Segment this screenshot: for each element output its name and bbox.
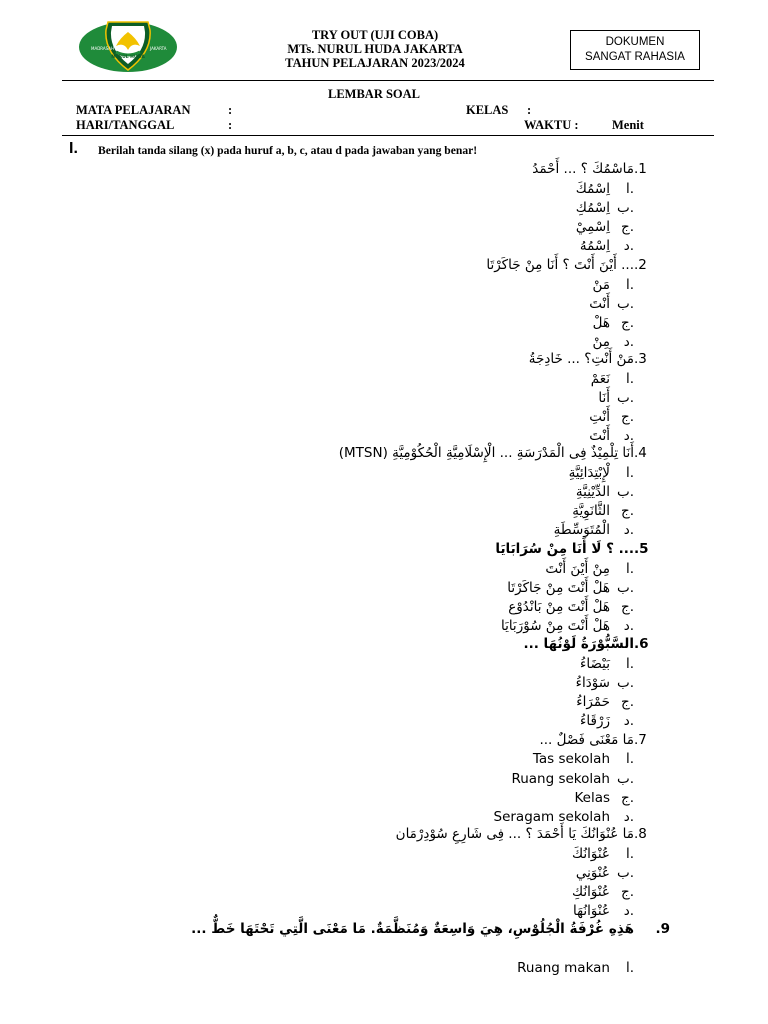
answer-option <box>507 579 634 597</box>
class-colon: : <box>527 103 532 117</box>
answer-option <box>501 617 634 635</box>
answer-option <box>580 237 634 255</box>
option-letter: .ا <box>625 656 634 672</box>
confidential-line-2: SANGAT RAHASIA <box>585 51 685 63</box>
date-label: HARI/TANGGAL <box>76 118 175 132</box>
option-letter: .ا <box>625 561 634 577</box>
option-text: أَنْتِ <box>589 409 610 425</box>
answer-option <box>592 276 634 294</box>
logo-text: NURUL HUDA <box>111 55 145 60</box>
option-text: Seragam sekolah <box>493 809 610 825</box>
answer-option <box>576 674 634 692</box>
option-letter: .ج <box>620 503 634 519</box>
time-unit: Menit <box>612 118 644 132</box>
option-text: هَلْ <box>592 315 610 331</box>
answer-option <box>598 389 634 407</box>
option-text: هَلْ أَنْتَ مِنْ سُوْرَبَايَا <box>500 618 610 634</box>
option-text: هَلْ أَنْتَ مِنْ بَانْدُوْع <box>508 599 610 615</box>
answer-option <box>569 464 634 482</box>
answer-option <box>591 370 634 388</box>
sheet-title: LEMBAR SOAL <box>327 87 421 101</box>
answer-option <box>572 502 634 520</box>
option-letter: .د <box>623 713 634 729</box>
option-text: بَيْضَاءُ <box>580 656 610 672</box>
question-text: ... أَيْنَ أَنْتَ ؟ أَنَا مِنْ جَاكَرْتَا <box>486 257 634 273</box>
option-letter: .ج <box>620 219 634 235</box>
answer-option <box>576 483 634 501</box>
question-number: .5 <box>634 541 649 557</box>
option-letter: .ج <box>620 790 634 806</box>
option-text: عُنْوَانُكَ <box>572 846 610 862</box>
option-text: الثَّانَوِيَّةِ <box>572 503 610 519</box>
question-7 <box>539 731 670 749</box>
school-name: MTs. NURUL HUDA JAKARTA <box>287 42 463 56</box>
question-4 <box>339 444 670 462</box>
option-letter: .د <box>623 618 634 634</box>
option-text: لْإِبْتِدَائِيَّةِ <box>568 465 610 481</box>
confidential-line-1: DOKUMEN <box>605 36 665 48</box>
answer-option <box>574 789 634 807</box>
answer-option <box>554 521 634 539</box>
answer-option <box>580 655 634 673</box>
exam-header <box>240 28 510 70</box>
question-number: .7 <box>634 732 647 748</box>
option-letter: .ا <box>625 960 634 976</box>
option-text: اِسْمُهُ <box>579 238 610 254</box>
logo-side-text-left: MADRASAH <box>91 46 114 51</box>
option-letter: .ب <box>616 200 634 216</box>
option-letter: .ب <box>616 484 634 500</box>
confidential-box <box>570 30 700 70</box>
answer-option <box>576 864 634 882</box>
exam-title: TRY OUT (UJI COBA) <box>311 28 439 42</box>
question-text: أَنَا تِلْمِيْذٌ فِى الْمَدْرَسَةِ ... الْإِسْلَامِيَّةِ الْحُكُوْمِيَّةِ (MTSN) <box>338 445 634 461</box>
question-number: .4 <box>634 445 647 461</box>
question-number: .2 <box>634 257 647 273</box>
question-text: مَاسْمُكَ ؟ ... أَحْمَدُ <box>532 161 634 177</box>
option-text: عُنْوَانُهَا <box>573 903 610 919</box>
option-letter: .د <box>623 334 634 350</box>
option-text: عُنْوَانُكِ <box>572 884 610 900</box>
option-letter: .ا <box>625 465 634 481</box>
option-text: Tas sekolah <box>532 751 610 767</box>
option-text: الْمُتَوَسِّطَةِ <box>553 522 610 538</box>
option-letter: .ب <box>616 675 634 691</box>
option-letter: .ا <box>625 181 634 197</box>
option-letter: .ا <box>625 751 634 767</box>
question-6 <box>523 635 670 653</box>
option-text: مِنْ أَيْنَ أَنْتَ <box>545 561 610 577</box>
subject-colon: : <box>228 103 233 117</box>
option-letter: .ج <box>620 599 634 615</box>
question-text: هَذِهِ غُرْفَةُ الْجُلُوْسِ، هِيَ وَاسِعَةٌ وَمُنَظَّمَةٌ. مَا مَعْنَى الَّتِي تَحْتَهَا خَطٌّ ... <box>191 921 634 937</box>
option-text: Ruang makan <box>517 960 610 976</box>
option-text: عُنْوَنِي <box>575 865 610 881</box>
question-5 <box>495 540 670 558</box>
question-9 <box>72 921 670 938</box>
question-text: مَا عُنْوَانُكَ يَا أَحْمَدَ ؟ ... فِى شَارِعِ سُوْدِرْمَان <box>395 826 634 842</box>
question-number: .9 <box>655 921 670 937</box>
section-number: I. <box>69 140 78 157</box>
option-letter: .ب <box>616 865 634 881</box>
question-text: ... ؟ لَا أَنَا مِنْ سُرَابَايَا <box>495 541 634 557</box>
answer-option <box>572 883 634 901</box>
answer-option <box>592 333 634 351</box>
question-1 <box>532 160 670 178</box>
option-letter: .ب <box>616 390 634 406</box>
answer-option <box>494 808 635 826</box>
option-letter: .د <box>623 903 634 919</box>
option-letter: .د <box>623 428 634 444</box>
school-logo <box>78 16 178 78</box>
answer-option <box>576 199 634 217</box>
answer-option <box>572 845 634 863</box>
meta-divider <box>62 135 714 136</box>
option-text: مِنْ <box>592 334 610 350</box>
option-letter: .ا <box>625 371 634 387</box>
subject-label: MATA PELAJARAN <box>76 103 191 117</box>
option-text: اِسْمُكِ <box>575 200 610 216</box>
option-letter: .ج <box>620 315 634 331</box>
option-letter: .د <box>623 522 634 538</box>
option-text: Ruang sekolah <box>511 771 610 787</box>
option-letter: .ج <box>620 884 634 900</box>
option-letter: .ا <box>625 846 634 862</box>
answer-option <box>576 218 634 236</box>
class-label: KELAS <box>466 103 509 117</box>
answer-option <box>589 295 634 313</box>
question-number: .3 <box>634 351 647 367</box>
option-letter: .ج <box>620 694 634 710</box>
question-number: .6 <box>634 636 649 652</box>
option-text: الدِّيْنِيَّةِ <box>575 484 610 500</box>
option-text: زَرْقَاءُ <box>580 713 610 729</box>
answer-option <box>573 902 634 920</box>
option-letter: .د <box>623 809 634 825</box>
option-text: هَلْ أَنْتَ مِنْ جَاكَرْتَا <box>507 580 610 596</box>
answer-option <box>517 959 634 977</box>
option-letter: .د <box>623 238 634 254</box>
answer-option <box>589 408 634 426</box>
question-text: مَنْ أَنْتِ؟ ... خَادِجَةُ <box>528 351 634 367</box>
option-text: أَنَا <box>598 390 610 406</box>
date-colon: : <box>228 118 233 132</box>
option-text: حَمْرَاءُ <box>576 694 610 710</box>
question-2 <box>486 256 670 274</box>
option-text: Kelas <box>574 790 610 806</box>
answer-option <box>576 693 634 711</box>
answer-option <box>576 180 634 198</box>
question-number: .1 <box>634 161 647 177</box>
answer-option <box>508 598 634 616</box>
option-letter: .ب <box>616 580 634 596</box>
answer-option <box>511 770 634 788</box>
question-8 <box>396 825 670 843</box>
question-text: السَّبُّوْرَةُ لَوْنُهَا ... <box>523 636 634 652</box>
academic-year: TAHUN PELAJARAN 2023/2024 <box>285 56 465 70</box>
time-label: WAKTU : <box>524 118 579 132</box>
option-text: نَعَمْ <box>590 371 610 387</box>
option-text: اِسْمُكَ <box>575 181 610 197</box>
question-3 <box>529 350 670 368</box>
option-text: اِسْمِيْ <box>575 219 610 235</box>
answer-option <box>580 712 634 730</box>
answer-option <box>545 560 634 578</box>
answer-option <box>533 750 634 768</box>
instruction-text: Berilah tanda silang (x) pada huruf a, b, c, atau d pada jawaban yang benar! <box>98 144 478 157</box>
answer-option <box>593 314 634 332</box>
header-divider <box>62 80 714 81</box>
question-text: مَا مَعْنَى فَصْلٌ ... <box>539 732 634 748</box>
option-text: سَوْدَاءُ <box>575 675 610 691</box>
answer-option <box>589 427 634 445</box>
option-letter: .ج <box>620 409 634 425</box>
logo-side-text-right: JAKARTA <box>150 46 167 51</box>
option-text: أَنْتَ <box>589 428 610 444</box>
option-text: أَنْتَ <box>589 296 610 312</box>
option-letter: .ب <box>616 771 634 787</box>
question-number: .8 <box>634 826 647 842</box>
option-letter: .ب <box>616 296 634 312</box>
option-text: مَنْ <box>592 277 610 293</box>
option-letter: .ا <box>625 277 634 293</box>
